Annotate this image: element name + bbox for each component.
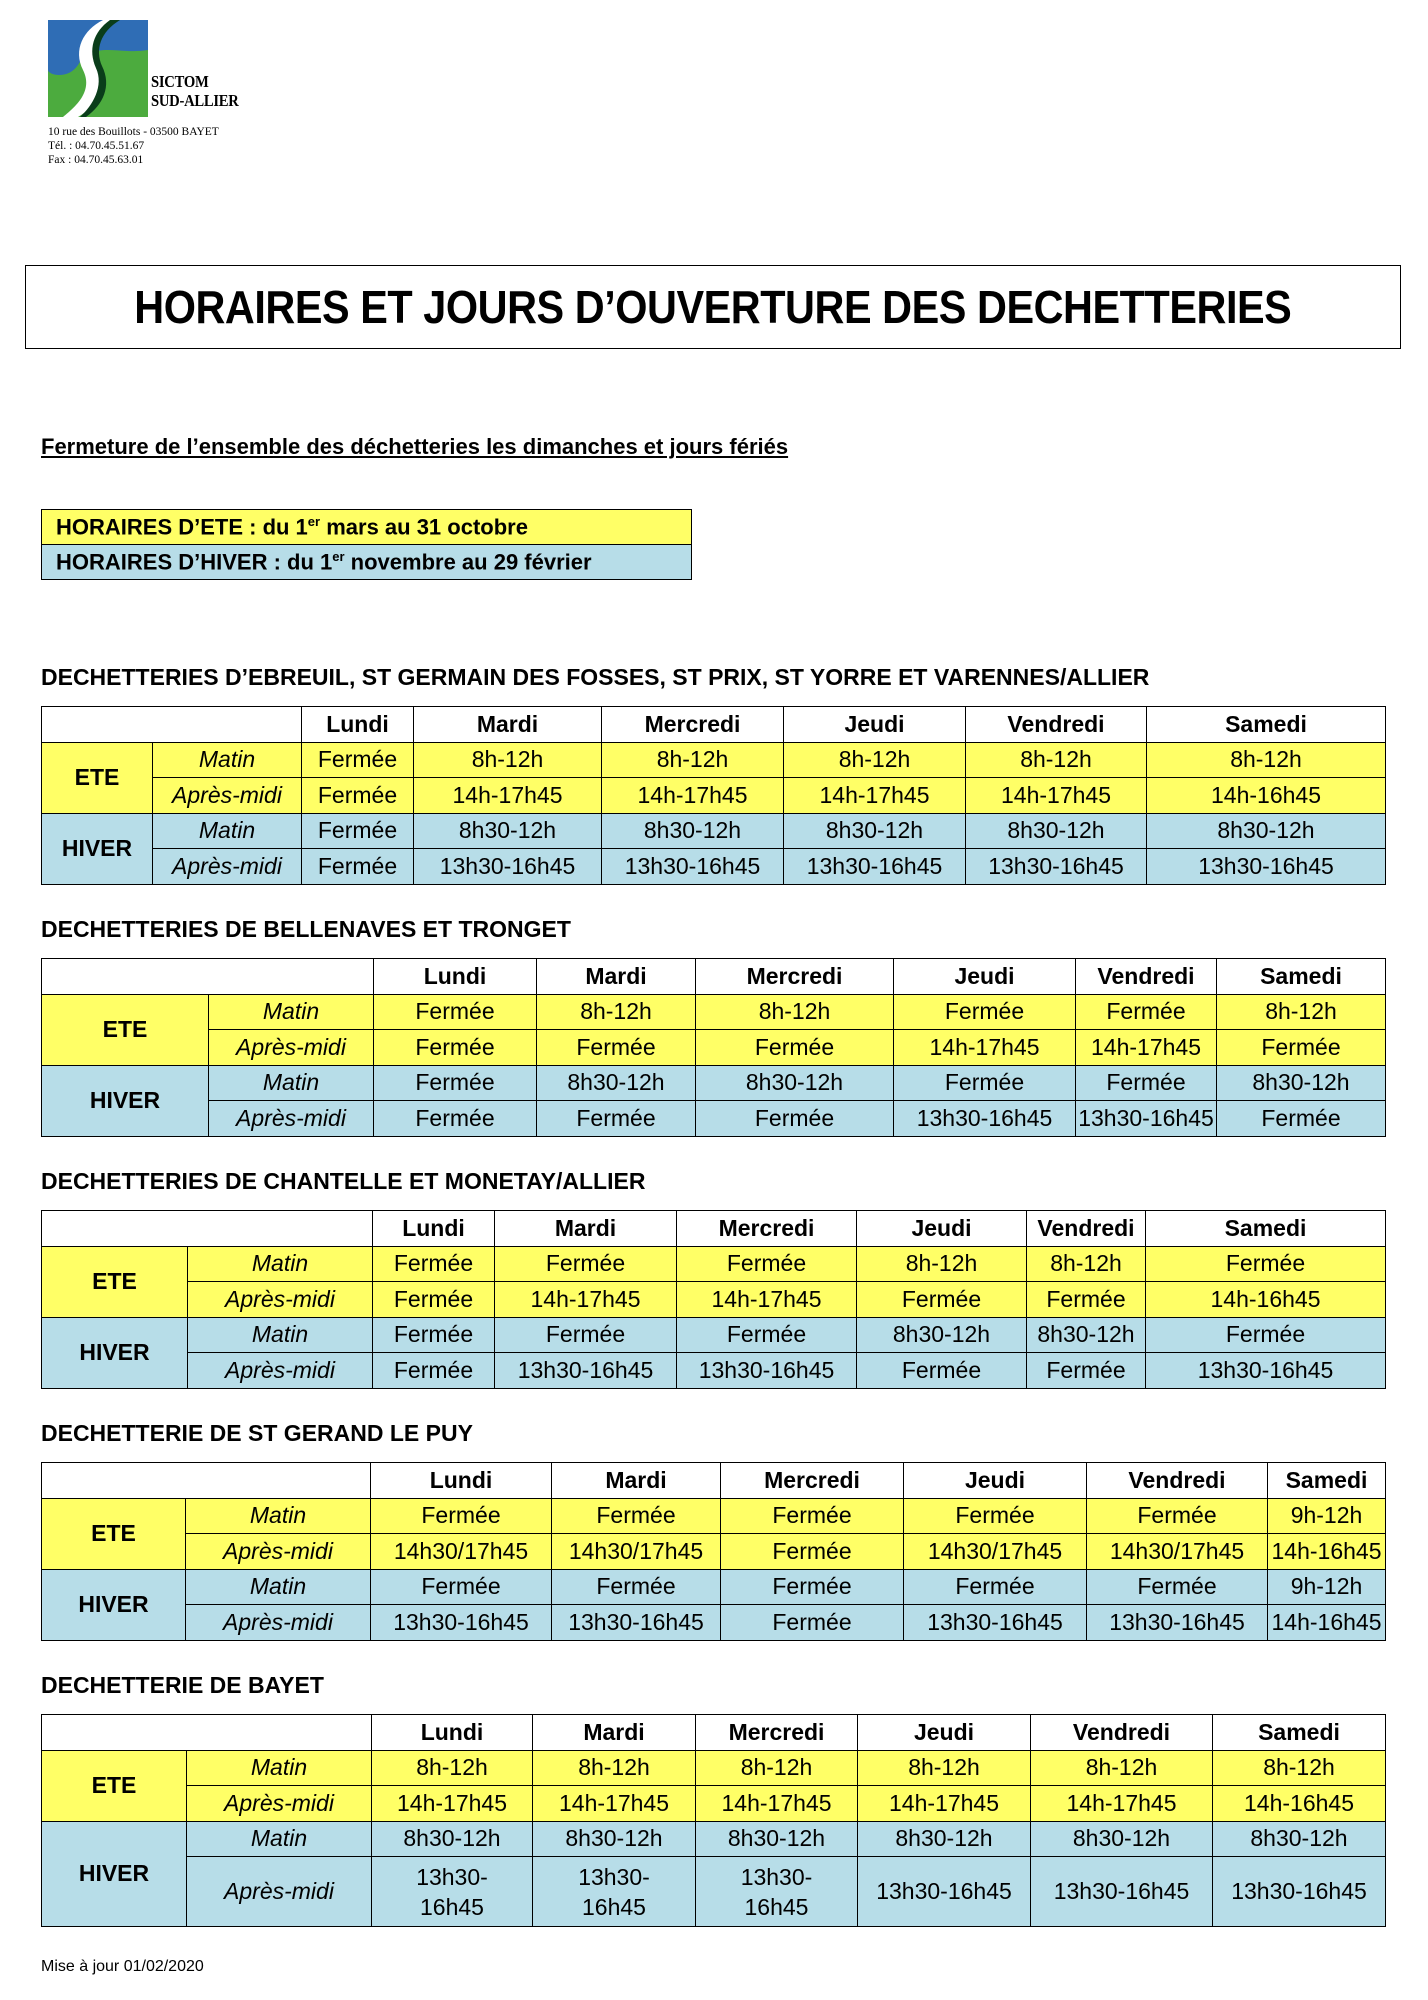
season-legend	[41, 509, 692, 580]
section-title: DECHETTERIE DE BAYET	[41, 1672, 324, 1698]
hours-cell: Fermée	[373, 1246, 495, 1282]
table-row	[42, 1498, 1386, 1534]
hours-cell: 8h30-12h	[537, 1065, 696, 1101]
day-header: Mercredi	[696, 1715, 858, 1751]
hours-cell: Fermée	[552, 1569, 721, 1605]
table-row	[42, 1317, 1386, 1353]
hours-cell: Fermée	[552, 1498, 721, 1534]
period-cell: Matin	[209, 1065, 374, 1101]
empty-header-cell	[42, 959, 374, 995]
hours-cell: 8h-12h	[966, 742, 1147, 778]
day-header: Vendredi	[1076, 959, 1217, 995]
hours-cell: 13h30-16h45	[414, 849, 602, 885]
hours-cell: 14h-17h45	[372, 1786, 533, 1822]
hours-cell: Fermée	[677, 1246, 857, 1282]
period-cell: Après-midi	[153, 778, 302, 814]
section-title: DECHETTERIE DE ST GERAND LE PUY	[41, 1420, 473, 1446]
hours-cell: Fermée	[894, 994, 1076, 1030]
hours-cell: Fermée	[696, 1101, 894, 1137]
hours-cell: 8h-12h	[1147, 742, 1386, 778]
period-cell: Matin	[187, 1821, 372, 1857]
table-row	[42, 1353, 1386, 1389]
hours-cell: 14h-17h45	[966, 778, 1147, 814]
hours-cell: 8h-12h	[696, 994, 894, 1030]
day-header: Vendredi	[1087, 1463, 1268, 1499]
hours-cell: 14h30/17h45	[904, 1534, 1087, 1570]
hours-cell: 14h-17h45	[894, 1030, 1076, 1066]
hours-cell: 8h-12h	[784, 742, 966, 778]
summer-season-legend: HORAIRES D’ETE : du 1er mars au 31 octobre	[42, 510, 692, 545]
hours-cell: Fermée	[904, 1569, 1087, 1605]
hours-cell: Fermée	[537, 1101, 696, 1137]
winter-season-cell: HIVER	[42, 1065, 209, 1136]
page-title: HORAIRES ET JOURS D’OUVERTURE DES DECHETTERIES	[134, 281, 1292, 333]
day-header: Vendredi	[966, 707, 1147, 743]
hours-cell: 13h30-16h45	[894, 1101, 1076, 1137]
hours-cell: Fermée	[721, 1498, 904, 1534]
hours-cell: 14h-17h45	[1031, 1786, 1213, 1822]
hours-cell: 13h30-16h45	[371, 1605, 552, 1641]
hours-cell: 8h30-12h	[1217, 1065, 1386, 1101]
table-row	[42, 1534, 1386, 1570]
hours-cell: 13h30-16h45	[1147, 849, 1386, 885]
period-cell: Après-midi	[188, 1353, 373, 1389]
period-cell: Matin	[153, 742, 302, 778]
day-header: Lundi	[302, 707, 414, 743]
table-header-row	[42, 959, 1386, 995]
table-header-row	[42, 1463, 1386, 1499]
hours-cell: Fermée	[302, 778, 414, 814]
day-header: Samedi	[1147, 707, 1386, 743]
period-cell: Matin	[186, 1498, 371, 1534]
hours-cell: Fermée	[857, 1282, 1027, 1318]
hours-cell: 14h30/17h45	[1087, 1534, 1268, 1570]
day-header: Mardi	[552, 1463, 721, 1499]
hours-cell: Fermée	[371, 1569, 552, 1605]
hours-cell: 8h-12h	[1217, 994, 1386, 1030]
sictom-logo	[48, 20, 258, 120]
table-row	[42, 1101, 1386, 1137]
schedule-table	[41, 706, 1386, 885]
period-cell: Après-midi	[186, 1534, 371, 1570]
table-row	[42, 1246, 1386, 1282]
hours-cell: Fermée	[495, 1317, 677, 1353]
hours-cell: 13h30-16h45	[1146, 1353, 1386, 1389]
update-date: Mise à jour 01/02/2020	[41, 1958, 204, 1975]
hours-cell: 8h-12h	[602, 742, 784, 778]
hours-cell: Fermée	[1087, 1498, 1268, 1534]
hours-cell: Fermée	[1076, 994, 1217, 1030]
hours-cell: 14h-17h45	[858, 1786, 1031, 1822]
hours-cell: Fermée	[1027, 1353, 1146, 1389]
day-header: Jeudi	[858, 1715, 1031, 1751]
day-header: Mardi	[495, 1211, 677, 1247]
schedule-table	[41, 1714, 1386, 1927]
table-header-row	[42, 1211, 1386, 1247]
table-row	[42, 1282, 1386, 1318]
period-cell: Après-midi	[188, 1282, 373, 1318]
hours-cell: 8h30-12h	[533, 1821, 696, 1857]
day-header: Mercredi	[677, 1211, 857, 1247]
summer-season-cell: ETE	[42, 1246, 188, 1317]
table-row	[42, 742, 1386, 778]
org-name-line1: SICTOM	[151, 72, 209, 91]
table-row	[42, 1605, 1386, 1641]
day-header: Mardi	[414, 707, 602, 743]
org-name-line2: SUD-ALLIER	[151, 91, 239, 110]
day-header: Lundi	[374, 959, 537, 995]
day-header: Lundi	[373, 1211, 495, 1247]
hours-cell: 8h-12h	[1031, 1750, 1213, 1786]
schedule-table	[41, 958, 1386, 1137]
hours-cell: 9h-12h	[1268, 1569, 1386, 1605]
hours-cell: Fermée	[302, 742, 414, 778]
section-title: DECHETTERIES DE CHANTELLE ET MONETAY/ALLIER	[41, 1168, 646, 1194]
table-row	[42, 1857, 1386, 1927]
hours-cell: 14h-17h45	[784, 778, 966, 814]
hours-cell: 14h-17h45	[1076, 1030, 1217, 1066]
hours-cell: 14h-16h45	[1147, 778, 1386, 814]
hours-cell: 13h30-16h45	[495, 1353, 677, 1389]
table-row	[42, 1750, 1386, 1786]
hours-cell: 13h30-16h45	[904, 1605, 1087, 1641]
hours-cell: 8h-12h	[696, 1750, 858, 1786]
hours-cell: 13h30-16h45	[784, 849, 966, 885]
period-cell: Après-midi	[187, 1786, 372, 1822]
section-title: DECHETTERIES DE BELLENAVES ET TRONGET	[41, 916, 571, 942]
day-header: Jeudi	[904, 1463, 1087, 1499]
hours-cell: Fermée	[1087, 1569, 1268, 1605]
empty-header-cell	[42, 1463, 371, 1499]
hours-cell: 8h-12h	[1213, 1750, 1386, 1786]
closure-notice: Fermeture de l’ensemble des déchetteries les dimanches et jours fériés	[41, 434, 789, 459]
hours-cell: 13h30-16h45	[552, 1605, 721, 1641]
period-cell: Matin	[186, 1569, 371, 1605]
hours-cell: 13h30- 16h45	[533, 1857, 696, 1927]
hours-cell: 8h30-12h	[602, 813, 784, 849]
hours-cell: Fermée	[371, 1498, 552, 1534]
hours-cell: Fermée	[721, 1569, 904, 1605]
hours-cell: 13h30-16h45	[1213, 1857, 1386, 1927]
hours-cell: 8h-12h	[858, 1750, 1031, 1786]
hours-cell: 14h-17h45	[602, 778, 784, 814]
hours-cell: Fermée	[1217, 1030, 1386, 1066]
day-header: Lundi	[372, 1715, 533, 1751]
hours-cell: 8h30-12h	[1027, 1317, 1146, 1353]
hours-cell: Fermée	[373, 1353, 495, 1389]
hours-cell: 14h-17h45	[495, 1282, 677, 1318]
hours-cell: Fermée	[721, 1534, 904, 1570]
hours-cell: 14h-16h45	[1146, 1282, 1386, 1318]
empty-header-cell	[42, 1715, 372, 1751]
day-header: Vendredi	[1027, 1211, 1146, 1247]
hours-cell: 13h30-16h45	[677, 1353, 857, 1389]
hours-cell: Fermée	[374, 1030, 537, 1066]
table-row	[42, 994, 1386, 1030]
hours-cell: 13h30-16h45	[966, 849, 1147, 885]
summer-season-cell: ETE	[42, 994, 209, 1065]
hours-cell: 13h30-16h45	[858, 1857, 1031, 1927]
hours-cell: 13h30-16h45	[1076, 1101, 1217, 1137]
hours-cell: 8h30-12h	[784, 813, 966, 849]
day-header: Mercredi	[602, 707, 784, 743]
address-line: 10 rue des Bouillots - 03500 BAYET	[48, 126, 219, 138]
day-header: Jeudi	[784, 707, 966, 743]
fax-line: Fax : 04.70.45.63.01	[48, 154, 144, 166]
table-header-row	[42, 707, 1386, 743]
hours-cell: 8h30-12h	[414, 813, 602, 849]
hours-cell: 8h30-12h	[1213, 1821, 1386, 1857]
hours-cell: 14h-16h45	[1268, 1605, 1386, 1641]
day-header: Samedi	[1146, 1211, 1386, 1247]
winter-season-cell: HIVER	[42, 1317, 188, 1388]
hours-cell: 8h30-12h	[966, 813, 1147, 849]
hours-cell: 8h30-12h	[1031, 1821, 1213, 1857]
table-row	[42, 778, 1386, 814]
org-name	[151, 72, 253, 110]
hours-cell: 8h30-12h	[696, 1821, 858, 1857]
hours-cell: 8h-12h	[372, 1750, 533, 1786]
period-cell: Après-midi	[187, 1857, 372, 1927]
winter-season-legend: HORAIRES D’HIVER : du 1er novembre au 29 février	[42, 545, 692, 580]
hours-cell: 8h-12h	[857, 1246, 1027, 1282]
hours-cell: Fermée	[495, 1246, 677, 1282]
hours-cell: Fermée	[1146, 1317, 1386, 1353]
winter-season-cell: HIVER	[42, 1569, 186, 1640]
period-cell: Après-midi	[186, 1605, 371, 1641]
day-header: Samedi	[1213, 1715, 1386, 1751]
hours-cell: 13h30-16h45	[1087, 1605, 1268, 1641]
period-cell: Matin	[153, 813, 302, 849]
hours-cell: 14h-17h45	[414, 778, 602, 814]
schedule-table	[41, 1210, 1386, 1389]
hours-cell: Fermée	[721, 1605, 904, 1641]
table-row	[42, 1821, 1386, 1857]
empty-header-cell	[42, 1211, 373, 1247]
table-row	[42, 849, 1386, 885]
hours-cell: 8h-12h	[533, 1750, 696, 1786]
winter-season-cell: HIVER	[42, 813, 153, 884]
period-cell: Après-midi	[209, 1030, 374, 1066]
hours-cell: Fermée	[696, 1030, 894, 1066]
hours-cell: 13h30-16h45	[602, 849, 784, 885]
empty-header-cell	[42, 707, 302, 743]
table-row	[42, 813, 1386, 849]
day-header: Samedi	[1217, 959, 1386, 995]
period-cell: Matin	[187, 1750, 372, 1786]
hours-cell: Fermée	[894, 1065, 1076, 1101]
schedule-table	[41, 1462, 1386, 1641]
hours-cell: 14h-17h45	[533, 1786, 696, 1822]
hours-cell: Fermée	[1217, 1101, 1386, 1137]
period-cell: Après-midi	[153, 849, 302, 885]
hours-cell: 13h30- 16h45	[372, 1857, 533, 1927]
address-block	[48, 125, 219, 167]
hours-cell: Fermée	[374, 1065, 537, 1101]
summer-season-cell: ETE	[42, 1750, 187, 1821]
table-row	[42, 1030, 1386, 1066]
day-header: Jeudi	[894, 959, 1076, 995]
hours-cell: 14h-17h45	[677, 1282, 857, 1318]
period-cell: Matin	[209, 994, 374, 1030]
hours-cell: 8h30-12h	[857, 1317, 1027, 1353]
hours-cell: Fermée	[374, 994, 537, 1030]
hours-cell: 8h30-12h	[696, 1065, 894, 1101]
day-header: Jeudi	[857, 1211, 1027, 1247]
summer-season-cell: ETE	[42, 742, 153, 813]
table-row	[42, 1786, 1386, 1822]
phone-line: Tél. : 04.70.45.51.67	[48, 140, 145, 152]
hours-cell: 8h-12h	[414, 742, 602, 778]
day-header: Mercredi	[696, 959, 894, 995]
day-header: Mardi	[537, 959, 696, 995]
day-header: Vendredi	[1031, 1715, 1213, 1751]
hours-cell: Fermée	[1076, 1065, 1217, 1101]
hours-cell: 14h-16h45	[1268, 1534, 1386, 1570]
period-cell: Après-midi	[209, 1101, 374, 1137]
hours-cell: 13h30-16h45	[1031, 1857, 1213, 1927]
hours-cell: 8h30-12h	[1147, 813, 1386, 849]
section-title: DECHETTERIES D’EBREUIL, ST GERMAIN DES FOSSES, ST PRIX, ST YORRE ET VARENNES/ALLIER	[41, 664, 1150, 690]
hours-cell: 8h-12h	[537, 994, 696, 1030]
day-header: Mercredi	[721, 1463, 904, 1499]
summer-season-cell: ETE	[42, 1498, 186, 1569]
hours-cell: Fermée	[374, 1101, 537, 1137]
hours-cell: 14h-16h45	[1213, 1786, 1386, 1822]
table-row	[42, 1065, 1386, 1101]
hours-cell: Fermée	[857, 1353, 1027, 1389]
period-cell: Matin	[188, 1317, 373, 1353]
hours-cell: Fermée	[373, 1282, 495, 1318]
hours-cell: Fermée	[677, 1317, 857, 1353]
hours-cell: 8h-12h	[1027, 1246, 1146, 1282]
hours-cell: Fermée	[1027, 1282, 1146, 1318]
page-title-box	[25, 265, 1401, 349]
hours-cell: 14h30/17h45	[552, 1534, 721, 1570]
period-cell: Matin	[188, 1246, 373, 1282]
hours-cell: 13h30- 16h45	[696, 1857, 858, 1927]
hours-cell: Fermée	[537, 1030, 696, 1066]
hours-cell: Fermée	[1146, 1246, 1386, 1282]
hours-cell: Fermée	[302, 813, 414, 849]
hours-cell: 9h-12h	[1268, 1498, 1386, 1534]
hours-cell: 8h30-12h	[858, 1821, 1031, 1857]
day-header: Samedi	[1268, 1463, 1386, 1499]
hours-cell: 8h30-12h	[372, 1821, 533, 1857]
hours-cell: 14h-17h45	[696, 1786, 858, 1822]
hours-cell: Fermée	[302, 849, 414, 885]
sictom-logo-icon	[48, 20, 148, 117]
hours-cell: Fermée	[373, 1317, 495, 1353]
hours-cell: Fermée	[904, 1498, 1087, 1534]
table-row	[42, 1569, 1386, 1605]
winter-season-cell: HIVER	[42, 1821, 187, 1927]
table-header-row	[42, 1715, 1386, 1751]
hours-cell: 14h30/17h45	[371, 1534, 552, 1570]
day-header: Lundi	[371, 1463, 552, 1499]
day-header: Mardi	[533, 1715, 696, 1751]
